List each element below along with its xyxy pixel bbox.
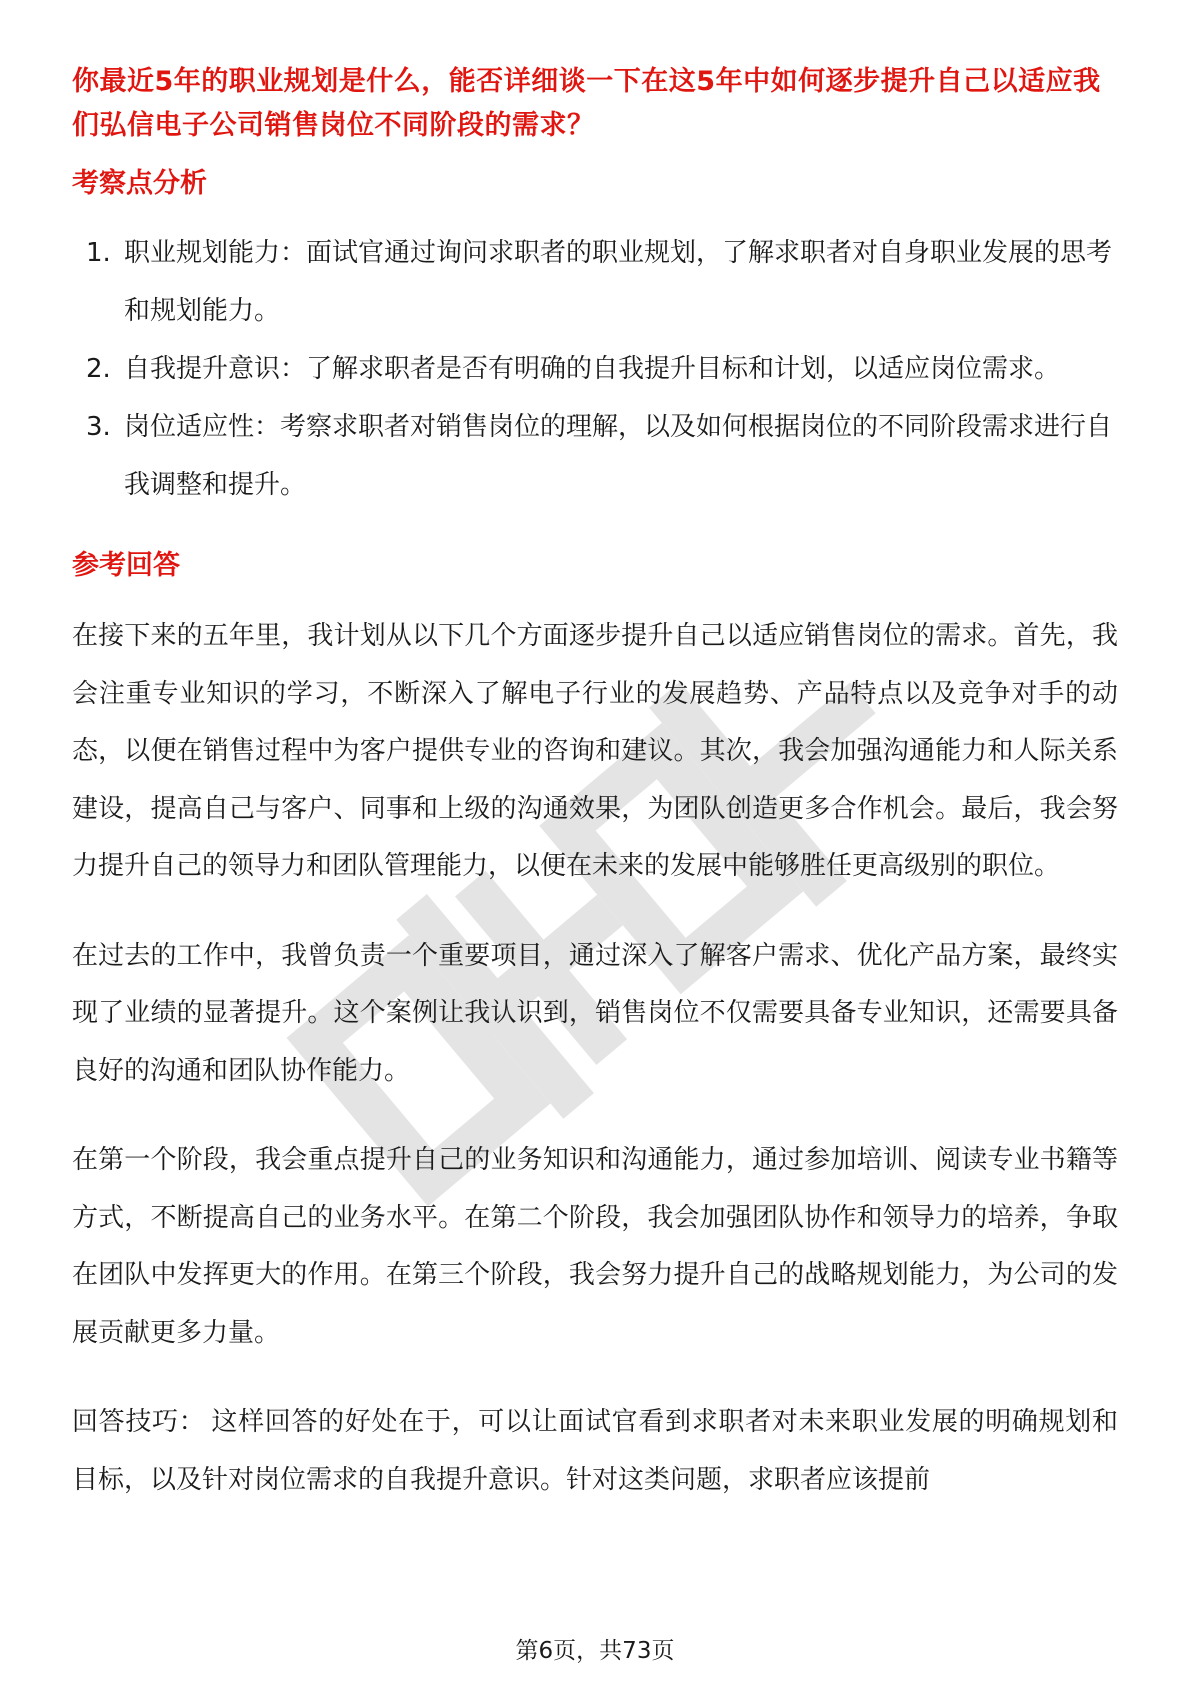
list-item-text: 职业规划能力：面试官通过询问求职者的职业规划，了解求职者对自身职业发展的思考和规划能力。 <box>124 238 1113 326</box>
analysis-section-title: 考察点分析 <box>72 168 207 199</box>
question-heading: 你最近5年的职业规划是什么，能否详细谈一下在这5年中如何逐步提升自己以适应我们弘信电子公司销售岗位不同阶段的需求？ <box>72 66 1101 141</box>
tips-paragraph <box>72 1394 1118 1509</box>
answer-section-title: 参考回答 <box>72 550 180 581</box>
list-item <box>72 224 1118 340</box>
analysis-list <box>72 224 1118 514</box>
answer-paragraph: 在第一个阶段，我会重点提升自己的业务知识和沟通能力，通过参加培训、阅读专业书籍等方式，不断提高自己的业务水平。在第二个阶段，我会加强团队协作和领导力的培养，争取在团队中发挥更大的作用。在第三个阶段，我会努力提升自己的战略规划能力，为公司的发展贡献更多力量。 <box>72 1145 1118 1348</box>
tips-text: 这样回答的好处在于，可以让面试官看到求职者对未来职业发展的明确规划和目标，以及针对岗位需求的自我提升意识。针对这类问题，求职者应该提前 <box>72 1407 1118 1495</box>
page-footer: 第6页，共73页 <box>515 1638 675 1664</box>
tips-label: 回答技巧： <box>72 1407 206 1437</box>
answer-paragraph: 在过去的工作中，我曾负责一个重要项目，通过深入了解客户需求、优化产品方案，最终实现了业绩的显著提升。这个案例让我认识到，销售岗位不仅需要具备专业知识，还需要具备良好的沟通和团队协作能力。 <box>72 940 1118 1086</box>
list-item <box>72 398 1118 514</box>
list-item <box>72 340 1118 398</box>
list-item-number: 1. <box>86 238 111 268</box>
answer-paragraph: 在接下来的五年里，我计划从以下几个方面逐步提升自己以适应销售岗位的需求。首先，我会注重专业知识的学习，不断深入了解电子行业的发展趋势、产品特点以及竞争对手的动态，以便在销售过程中为客户提供专业的咨询和建议。其次，我会加强沟通能力和人际关系建设，提高自己与客户、同事和上级的沟通效果，为团队创造更多合作机会。最后，我会努力提升自己的领导力和团队管理能力，以便在未来的发展中能够胜任更高级别的职位。 <box>72 621 1118 881</box>
list-item-number: 2. <box>86 354 111 384</box>
list-item-text: 自我提升意识：了解求职者是否有明确的自我提升目标和计划，以适应岗位需求。 <box>124 354 1061 384</box>
list-item-text: 岗位适应性：考察求职者对销售岗位的理解，以及如何根据岗位的不同阶段需求进行自我调整和提升。 <box>124 412 1113 500</box>
list-item-number: 3. <box>86 412 111 442</box>
document-page <box>72 60 1118 1509</box>
